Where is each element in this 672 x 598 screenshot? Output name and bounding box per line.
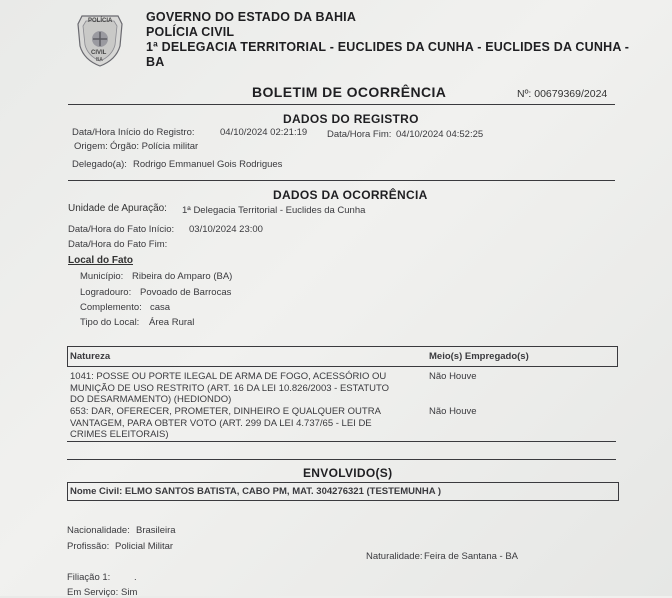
registro-inicio-value: 04/10/2024 02:21:19: [220, 127, 308, 138]
municipio-value: Ribeira do Amparo (BA): [132, 271, 233, 282]
tipo-local-value: Área Rural: [149, 317, 195, 328]
natureza-row-1-line-1: 1041: POSSE OU PORTE ILEGAL DE ARMA DE FOGO, ACESSÓRIO OU: [70, 371, 387, 382]
doc-title: BOLETIM DE OCORRÊNCIA: [252, 84, 447, 100]
naturalidade-label: Naturalidade:: [366, 551, 423, 562]
logradouro-label: Logradouro:: [80, 287, 132, 298]
natureza-bottom-rule: [67, 441, 616, 442]
header-government: GOVERNO DO ESTADO DA BAHIA: [146, 10, 357, 24]
profissao-label: Profissão:: [67, 541, 110, 552]
registro-origem-label: Origem:: [74, 141, 108, 152]
tipo-local-label: Tipo do Local:: [80, 317, 140, 328]
natureza-row-1-line-2: MUNIÇÃO DE USO RESTRITO (ART. 16 DA LEI 10.826/2003 - ESTATUTO: [70, 382, 390, 394]
unidade-label: Unidade de Apuração:: [68, 203, 167, 214]
header-police: POLÍCIA CIVIL: [146, 25, 235, 39]
registro-section-title: DADOS DO REGISTRO: [283, 112, 419, 126]
registro-origem-value: Órgão: Polícia militar: [110, 141, 199, 152]
policia-civil-badge-icon: [76, 12, 124, 68]
complemento-label: Complemento:: [80, 302, 142, 313]
local-fato-title: Local do Fato: [68, 255, 133, 266]
registro-delegado-label: Delegado(a):: [72, 159, 127, 170]
ocorrencia-section-title: DADOS DA OCORRÊNCIA: [273, 188, 428, 202]
fato-inicio-value: 03/10/2024 23:00: [189, 224, 263, 235]
em-servico-value: Sim: [121, 587, 138, 598]
registro-rule: [68, 180, 615, 181]
badge-bottom-text: CIVIL: [91, 50, 107, 56]
doc-number: Nº: 00679369/2024: [517, 88, 608, 100]
complemento-value: casa: [150, 302, 171, 313]
natureza-row-2: [70, 406, 381, 441]
natureza-row-1: [70, 371, 389, 406]
natureza-row-1-line-3: DO DESARMAMENTO) (HEDIONDO): [70, 394, 232, 405]
filiacao-value: .: [134, 572, 137, 583]
registro-fim-value: 04/10/2024 04:52:25: [396, 129, 484, 140]
nacionalidade-label: Nacionalidade:: [67, 525, 130, 536]
registro-inicio-label: Data/Hora Início do Registro:: [72, 127, 195, 138]
registro-delegado-value: Rodrigo Emmanuel Gois Rodrigues: [133, 159, 283, 170]
natureza-row-2-line-3: CRIMES ELEITORAIS): [70, 429, 169, 440]
badge-top-text: POLÍCIA: [88, 18, 113, 24]
natureza-separator-rule: [67, 459, 616, 460]
badge-state-text: BA: [96, 57, 103, 63]
natureza-table-header: [67, 346, 618, 367]
natureza-row-2-line-2: VANTAGEM, PARA OBTER VOTO (ART. 299 DA LEI 4.737/65 - LEI DE: [70, 417, 372, 429]
logradouro-value: Povoado de Barrocas: [140, 287, 232, 298]
nacionalidade-value: Brasileira: [136, 525, 176, 536]
natureza-col-header: Natureza: [70, 351, 111, 362]
naturalidade-value: Feira de Santana - BA: [424, 551, 518, 562]
meio-col-header: Meio(s) Empregado(s): [429, 351, 529, 362]
profissao-value: Policial Militar: [115, 541, 174, 552]
unidade-value: 1ª Delegacia Territorial - Euclides da Cunha: [182, 205, 366, 216]
header-state: BA: [146, 55, 165, 69]
natureza-row-2-line-1: 653: DAR, OFERECER, PROMETER, DINHEIRO E QUALQUER OUTRA: [70, 406, 381, 417]
natureza-row-2-meio: Não Houve: [429, 406, 477, 417]
title-rule: [68, 104, 615, 105]
fato-inicio-label: Data/Hora do Fato Início:: [68, 224, 175, 235]
fato-fim-label: Data/Hora do Fato Fim:: [68, 239, 168, 250]
registro-fim-label: Data/Hora Fim:: [327, 129, 392, 140]
em-servico-label: Em Serviço:: [67, 587, 119, 598]
envolvidos-section-title: ENVOLVIDO(S): [303, 466, 393, 480]
municipio-label: Município:: [80, 271, 124, 282]
nome-civil: Nome Civil: ELMO SANTOS BATISTA, CABO PM, MAT. 304276321 (TESTEMUNHA ): [70, 486, 442, 497]
filiacao-label: Filiação 1:: [67, 572, 111, 583]
header-delegacia: 1ª DELEGACIA TERRITORIAL - EUCLIDES DA CUNHA - EUCLIDES DA CUNHA -: [146, 40, 630, 54]
natureza-row-1-meio: Não Houve: [429, 371, 477, 382]
